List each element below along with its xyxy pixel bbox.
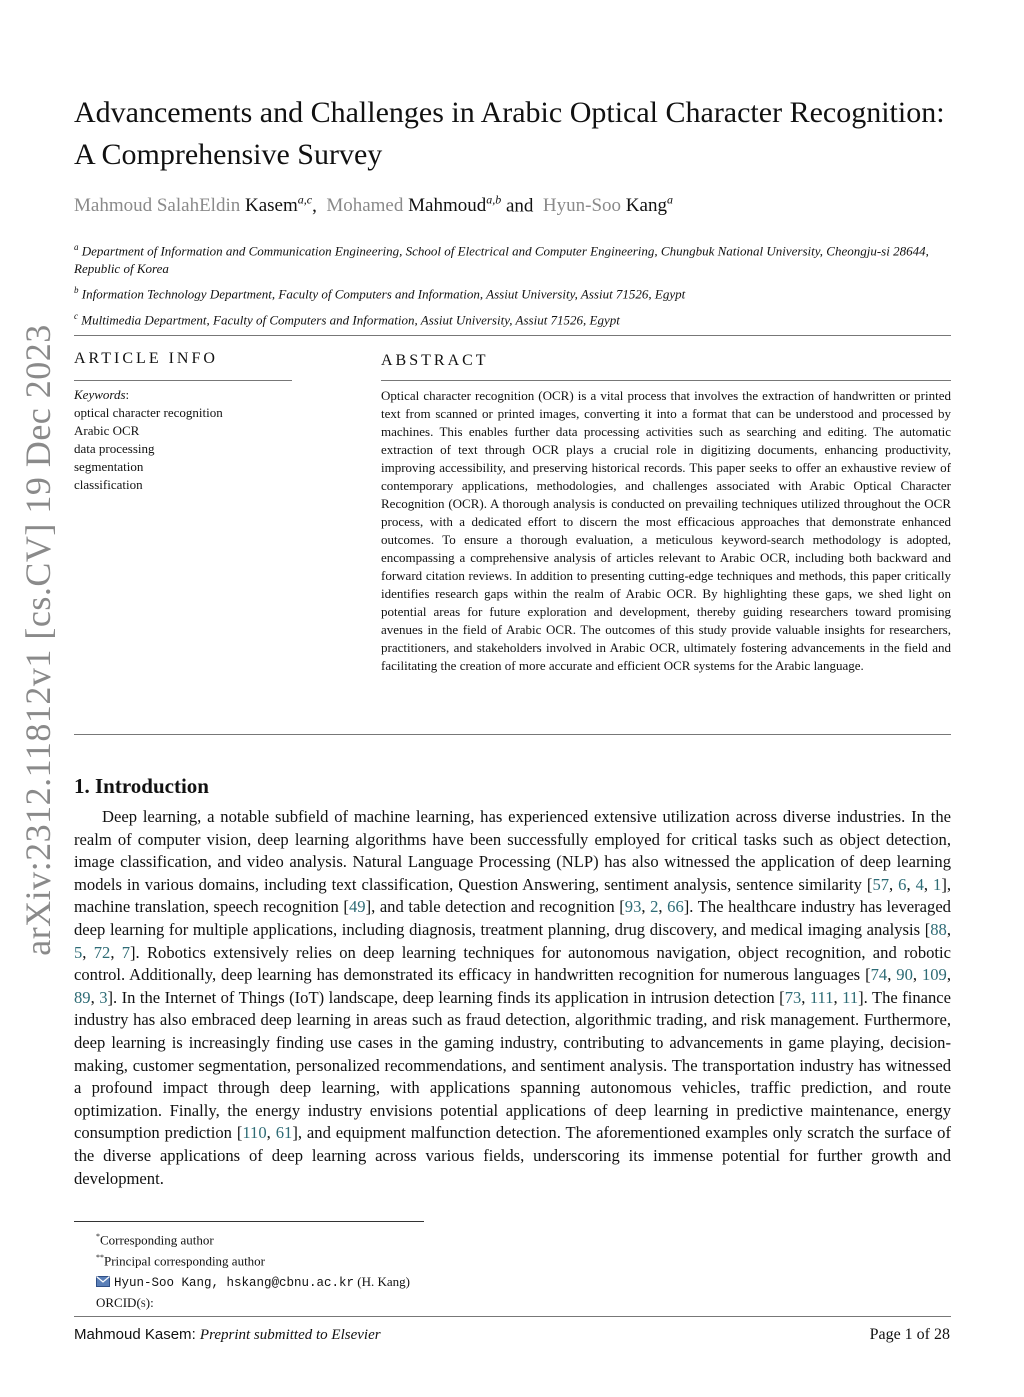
section-heading-introduction: 1. Introduction [74, 774, 209, 798]
page-number: Page 1 of 28 [869, 1326, 950, 1343]
citation-link[interactable]: 1 [933, 874, 942, 894]
header-divider [74, 335, 951, 336]
citation-link[interactable]: 66 [667, 897, 684, 917]
body-text: , [946, 919, 951, 939]
citation-link[interactable]: 89 [74, 987, 91, 1007]
body-text: , [82, 942, 94, 962]
citation-link[interactable]: 2 [650, 897, 659, 917]
citation-link[interactable]: 93 [624, 897, 642, 917]
body-text: , [641, 897, 651, 917]
body-text: , [906, 874, 916, 894]
footer-left: Mahmoud Kasem: Preprint submitted to Elsevier [74, 1326, 381, 1343]
citation-link[interactable]: 111 [809, 987, 834, 1007]
article-info-heading: ARTICLE INFO [74, 350, 218, 367]
keywords-label: Keywords: [74, 387, 130, 402]
author-3: Hyun-Soo Kang$^a$ [542, 193, 673, 217]
citation-link[interactable]: 57 [872, 874, 890, 894]
body-text: , [110, 942, 122, 962]
citation-link[interactable]: 74 [870, 965, 888, 985]
keyword: classification [74, 477, 143, 492]
body-text: ]. Robotics extensively relies on deep learning techniques for autonomous navigation, object recognition, and robotic control. Additionally, deep learning has demonstrated its efficacy in handwritten recognition for numerous languages [ [74, 942, 952, 985]
footnote-corresponding: *Corresponding author [96, 1232, 214, 1248]
body-text: ]. The finance industry has also embraced deep learning in areas such as fraud detection, algorithmic trading, and risk management. Furthermore, deep learning is increasingly finding use cases in the gaming industry, contributing to advancements in game playing, decision-making, customer segmentation, personalized recommendations, and sentiment analysis. The transportation industry has witnessed a profound impact through deep learning, with applications spanning autonomous vehicles, traffic prediction, and route optimization. Finally, the energy industry envisions potential applications of deep learning in predictive maintenance, energy consumption prediction [ [74, 987, 952, 1143]
body-text: ], machine translation, speech recognition [ [74, 874, 952, 917]
citation-link[interactable]: 7 [121, 942, 131, 962]
body-text: , [889, 874, 899, 894]
body-text: , [266, 1123, 276, 1143]
body-text: , [658, 897, 668, 917]
abstract-heading: ABSTRACT [381, 352, 489, 369]
introduction-paragraph [74, 806, 951, 1190]
footnote-principal: **Principal corresponding author [96, 1253, 266, 1269]
footnote-orcid: ORCID(s): [96, 1294, 154, 1310]
body-text: , [887, 965, 897, 985]
arxiv-identifier: arXiv:2312.11812v1 [cs.CV] 19 Dec 2023 [18, 324, 58, 956]
citation-link[interactable]: 90 [896, 965, 913, 985]
body-text: ]. The healthcare industry has leveraged deep learning for multiple applications, including diagnosis, treatment planning, drug discovery, and medical imaging analysis [ [74, 897, 951, 939]
body-text: , [923, 874, 934, 894]
footnote-contact: Hyun-Soo Kang, hskang@cbnu.ac.kr (H. Kang) [96, 1273, 696, 1292]
keyword: segmentation [74, 459, 144, 474]
citation-link[interactable]: 11 [842, 987, 859, 1007]
body-text: Deep learning, a notable subfield of machine learning, has experienced extensive utilization across diverse industries. In the realm of computer vision, deep learning algorithms have been successfully employed for critical tasks such as object detection, image classification, and video analysis. Natural Language Processing (NLP) has also witnessed the application of deep learning models in various domains, including text classification, Question Answering, sentiment analysis, sentence similarity [ [74, 807, 951, 894]
abstract-bottom-divider [74, 734, 951, 735]
keyword: optical character recognition [74, 405, 223, 420]
article-info-divider [74, 380, 292, 381]
footnotes [96, 1228, 696, 1312]
affiliation-c: $^c$ Multimedia Department, Faculty of Computers and Information, Assiut University, Assiut 71526, Egypt [74, 310, 620, 327]
abstract-divider [381, 380, 951, 381]
body-text: ], and equipment malfunction detection. The aforementioned examples only scratch the surface of the diverse applications of deep learning across various fields, underscoring its immense potential for further growth and development. [74, 1123, 951, 1188]
citation-link[interactable]: 88 [930, 919, 947, 939]
footer-divider [74, 1316, 951, 1317]
article-info [74, 386, 289, 494]
affiliations [74, 238, 954, 332]
citation-link[interactable]: 5 [74, 942, 83, 962]
author-2: Mohamed Mahmoud$^{a,b}$ [326, 193, 502, 217]
footnote-divider [74, 1221, 424, 1222]
citation-link[interactable]: 73 [784, 987, 802, 1007]
citation-link[interactable]: 61 [275, 1123, 293, 1143]
affiliation-b: $^b$ Information Technology Department, Faculty of Computers and Information, Assiut University, Assiut 71526, Egypt [74, 285, 686, 302]
body-text: , [833, 987, 843, 1007]
citation-link[interactable]: 3 [99, 987, 108, 1007]
citation-link[interactable]: 110 [242, 1123, 267, 1143]
author-1: Mahmoud SalahEldin Kasem$^{a,c}$ [74, 193, 313, 217]
keyword: data processing [74, 441, 155, 456]
abstract-text: Optical character recognition (OCR) is a vital process that involves the extraction of handwritten or printed text from scanned or printed images, converting it into a format that can be understood and processed by machines. This enables further data processing activities such as searching and editing. The automatic extraction of text through OCR plays a crucial role in digitizing documents, enhancing productivity, improving accessibility, and preserving historical records. This paper seeks to offer an exhaustive review of contemporary applications, methodologies, and challenges associated with Arabic Optical Character Recognition (OCR). A thorough analysis is conducted on prevailing techniques utilized throughout the OCR process, with a dedicated effort to discern the most efficacious approaches that demonstrate enhanced outcomes. To ensure a thorough evaluation, a meticulous keyword-search methodology is adopted, encompassing a comprehensive analysis of articles relevant to Arabic OCR, including both backward and forward citation reviews. In addition to presenting cutting-edge techniques and methods, this paper critically identifies research gaps within the realm of Arabic OCR. By highlighting these gaps, we shed light on potential areas for future exploration and development, thereby guiding researchers toward promising avenues in the field of Arabic OCR. The outcomes of this study provide valuable insights for researchers, practitioners, and stakeholders involved in Arabic OCR, ultimately fostering advancements in the field and facilitating the creation of more accurate and efficient OCR systems for the Arabic language. [381, 388, 951, 673]
citation-link[interactable]: 6 [898, 874, 907, 894]
author-list: Mahmoud SalahEldin Kasem$^{a,c}$, Mohamed Mahmoud$^{a,b}$ and Hyun-Soo Kang$^a$ [74, 193, 673, 217]
citation-link[interactable]: 49 [348, 897, 366, 917]
body-text: , [801, 987, 810, 1007]
body-text: ], and table detection and recognition [ [365, 897, 625, 917]
body-text: ]. In the Internet of Things (IoT) landscape, deep learning finds its application in intrusion detection [ [107, 987, 785, 1007]
body-text: , [90, 987, 100, 1007]
body-text: , [912, 965, 922, 985]
paper-title: Advancements and Challenges in Arabic Optical Character Recognition: A Comprehensive Survey [74, 96, 945, 171]
body-text: , [946, 965, 951, 985]
keyword: Arabic OCR [74, 423, 140, 438]
affiliation-a: $^a$ Department of Information and Communication Engineering, School of Electrical and Computer Engineering, Chungbuk National University, Cheongju-si 28644, Republic of Korea [74, 242, 929, 277]
contact-email[interactable]: Hyun-Soo Kang, hskang@cbnu.ac.kr [114, 1275, 355, 1290]
citation-link[interactable]: 109 [921, 965, 947, 985]
citation-link[interactable]: 72 [93, 942, 111, 962]
envelope-icon [96, 1276, 110, 1287]
citation-link[interactable]: 4 [915, 874, 924, 894]
